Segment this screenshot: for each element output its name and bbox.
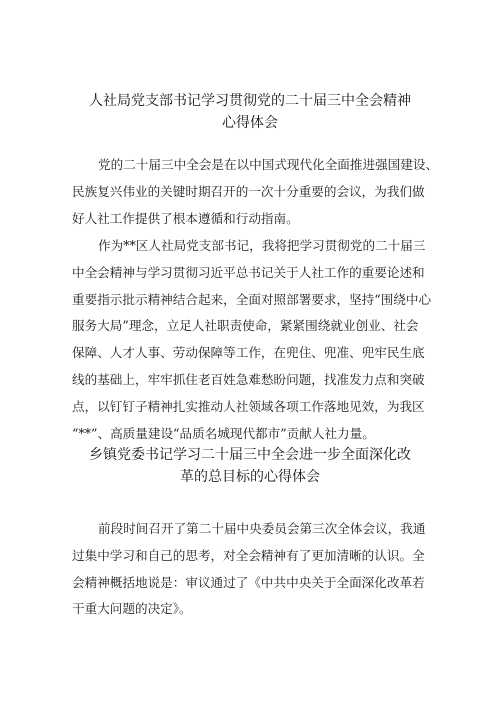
paragraph-line: 点，以钉钉子精神扎实推动人社领域各项工作落地见效，为我区 <box>72 398 425 414</box>
paragraph-line: 好人社工作提供了根本遵循和行动指南。 <box>72 210 299 226</box>
section-1-title-line-1: 人社局党支部书记学习贯彻党的二十届三中全会精神 <box>89 93 411 109</box>
paragraph-line: 会精神概括地说是：审议通过了《中共中央关于全面深化改革若 <box>72 574 425 590</box>
section-1-title <box>60 90 440 134</box>
paragraph-line: 前段时间召开了第二十届中央委员会第三次全体会议，我通 <box>98 521 426 536</box>
paragraph-line: 中全会精神与学习贯彻习近平总书记关于人社工作的重要论述和 <box>72 264 425 280</box>
section-1-paragraph-1 <box>72 152 439 232</box>
paragraph-line: 民族复兴伟业的关键时期召开的一次十分重要的会议，为我们做 <box>72 183 425 199</box>
section-2-title-line-1: 乡镇党委书记学习二十届三中全会进一步全面深化改 <box>89 447 411 463</box>
paragraph-line: 线的基础上，牢牢抓住老百姓急难愁盼问题，找准发力点和突破 <box>72 371 425 387</box>
section-2-paragraph-1 <box>72 516 434 623</box>
paragraph-line: 作为**区人社局党支部书记，我将把学习贯彻党的二十届三 <box>98 238 426 253</box>
section-1-paragraph-2 <box>72 233 434 447</box>
paragraph-line: “**”、高质量建设“品质名城现代都市”贡献人社力量。 <box>72 425 375 441</box>
paragraph-line: 保障、人才人事、劳动保障等工作，在兜住、兜准、兜牢民生底 <box>72 345 425 361</box>
paragraph-line: 重要指示批示精神结合起来，全面对照部署要求，坚持“围绕中心 <box>72 291 432 307</box>
paragraph-line: 服务大局”理念，立足人社职责使命，紧紧围绕就业创业、社会 <box>72 318 419 334</box>
section-2-title <box>60 444 440 488</box>
paragraph-line: 干重大问题的决定》。 <box>72 601 192 617</box>
section-2-title-line-2: 革的总目标的心得体会 <box>180 469 320 485</box>
paragraph-line: 党的二十届三中全会是在以中国式现代化全面推进强国建设、 <box>98 157 439 172</box>
paragraph-line: 过集中学习和自己的思考，对全会精神有了更加清晰的认识。全 <box>72 547 425 563</box>
section-1-title-line-2: 心得体会 <box>222 115 278 131</box>
